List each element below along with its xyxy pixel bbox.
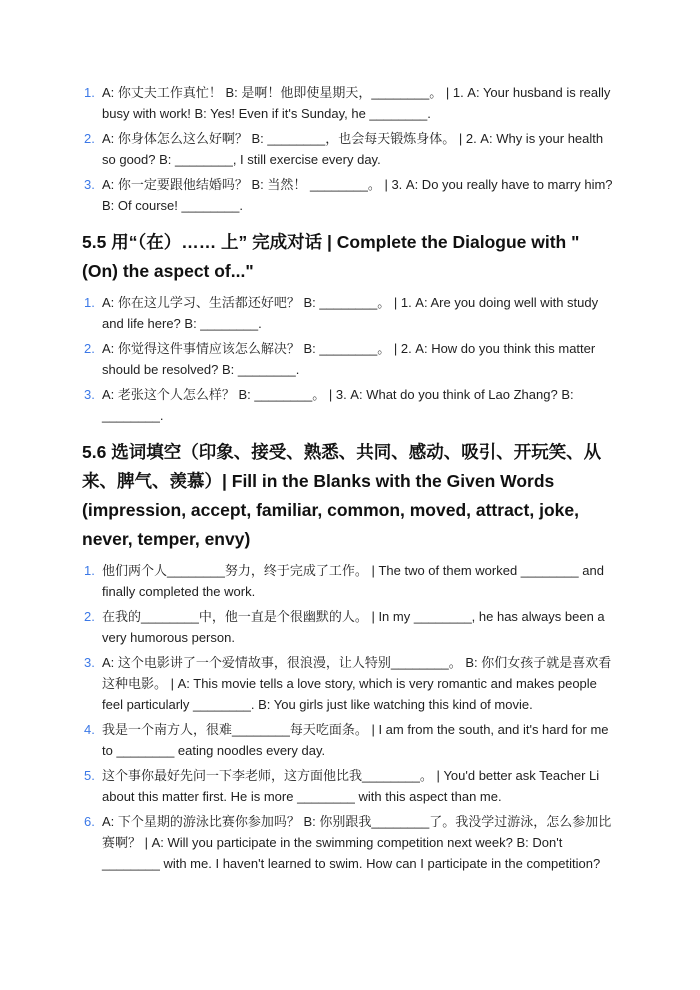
- item-text: 这个事你最好先问一下李老师，这方面他比我________。 | You'd better ask Teacher Li about this matter first. He is more ________ with this aspect than me.: [102, 768, 600, 804]
- item-text: 他们两个人________努力，终于完成了工作。 | The two of them worked ________ and finally completed the work.: [102, 563, 604, 599]
- exercise-item: [84, 719, 614, 761]
- item-number: 1.: [84, 295, 95, 310]
- item-number: 1.: [84, 85, 95, 100]
- exercise-item: [84, 652, 614, 715]
- exercise-item: [84, 174, 614, 216]
- item-text: A: 这个电影讲了一个爱情故事，很浪漫，让人特别________。 B: 你们女孩子就是喜欢看这种电影。 | A: This movie tells a love story, which is very romantic and makes people feel particularly ________. B: You girls just like watching this kind of movie.: [102, 655, 612, 712]
- item-text: A: 老张这个人怎么样？ B: ________。 | 3. A: What do you think of Lao Zhang? B: ________.: [102, 387, 574, 423]
- section-5-5-list: [84, 292, 614, 426]
- exercise-item: [84, 560, 614, 602]
- item-number: 5.: [84, 768, 95, 783]
- item-number: 4.: [84, 722, 95, 737]
- document-page: [84, 82, 614, 878]
- item-text: 我是一个南方人，很难________每天吃面条。 | I am from the south, and it's hard for me to ________ eating noodles every day.: [102, 722, 609, 758]
- item-number: 2.: [84, 131, 95, 146]
- item-number: 2.: [84, 609, 95, 624]
- exercise-item: [84, 82, 614, 124]
- item-text: A: 你身体怎么这么好啊？ B: ________，也会每天锻炼身体。 | 2. A: Why is your health so good? B: ________, I still exercise every day.: [102, 131, 604, 167]
- section-heading-5-5: 5.5 用“（在）…… 上” 完成对话 | Complete the Dialogue with "(On) the aspect of...": [82, 232, 580, 281]
- prev-exercise-list: [84, 82, 614, 216]
- item-number: 2.: [84, 341, 95, 356]
- item-number: 3.: [84, 387, 95, 402]
- exercise-item: [84, 128, 614, 170]
- item-text: A: 你觉得这件事情应该怎么解决？ B: ________。 | 2. A: How do you think this matter should be resolved? B: ________.: [102, 341, 596, 377]
- item-text: A: 你丈夫工作真忙！ B: 是啊！他即使星期天，________。 | 1. A: Your husband is really busy with work! B: Yes! Even if it's Sunday, he ________.: [102, 85, 611, 121]
- item-text: A: 你在这儿学习、生活都还好吧？ B: ________。 | 1. A: Are you doing well with study and life here? B: ________.: [102, 295, 599, 331]
- section-heading-5-6: 5.6 选词填空（印象、接受、熟悉、共同、感动、吸引、开玩笑、从来、脾气、羡慕）| Fill in the Blanks with the Given Words (impression, accept, familiar, common, moved, attract, joke, never, temper, envy): [82, 442, 602, 549]
- section-5-6-list: [84, 560, 614, 874]
- exercise-item: [84, 765, 614, 807]
- item-number: 3.: [84, 655, 95, 670]
- item-number: 3.: [84, 177, 95, 192]
- exercise-item: [84, 292, 614, 334]
- item-number: 1.: [84, 563, 95, 578]
- exercise-item: [84, 384, 614, 426]
- item-text: A: 下个星期的游泳比赛你参加吗？ B: 你别跟我________了。我没学过游泳，怎么参加比赛啊？ | A: Will you participate in the swimming competition next week? B: Don't ________ with me. I haven't learned to swim. How can I participate in the competition?: [102, 814, 612, 871]
- exercise-item: [84, 811, 614, 874]
- exercise-item: [84, 606, 614, 648]
- item-number: 6.: [84, 814, 95, 829]
- item-text: A: 你一定要跟他结婚吗？ B: 当然！ ________。 | 3. A: Do you really have to marry him? B: Of course! ________.: [102, 177, 613, 213]
- item-text: 在我的________中，他一直是个很幽默的人。 | In my ________, he has always been a very humorous person.: [102, 609, 605, 645]
- exercise-item: [84, 338, 614, 380]
